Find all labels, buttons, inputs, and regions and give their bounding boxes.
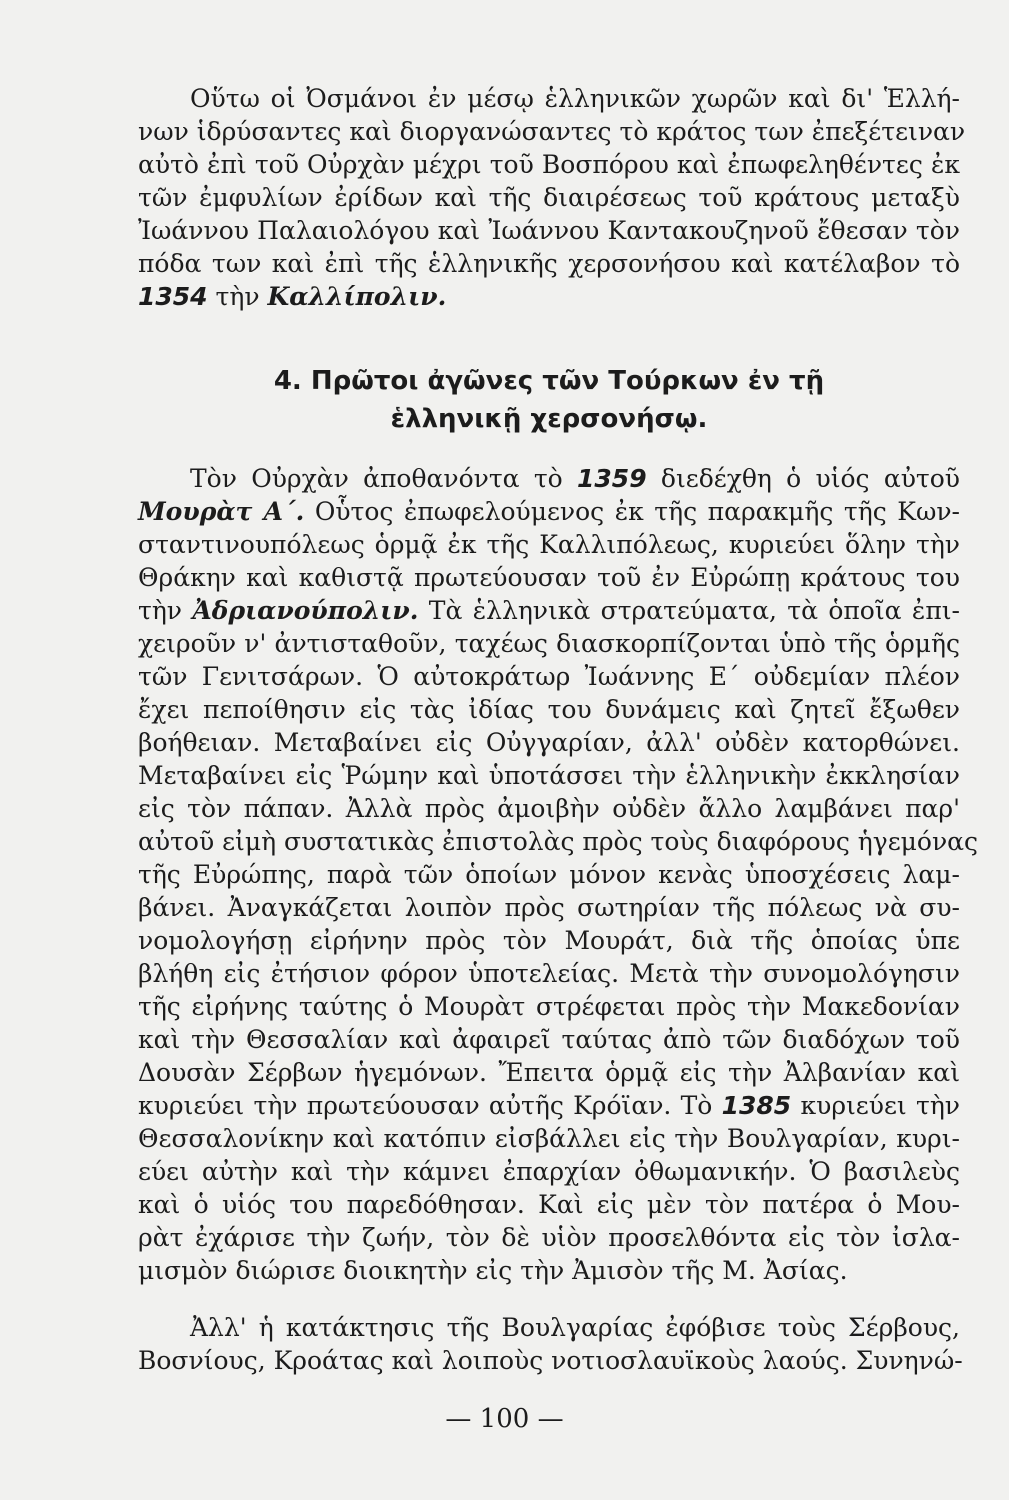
section-heading: [138, 362, 960, 438]
text-line: [138, 825, 979, 858]
text-line: [138, 1344, 963, 1377]
text-line: [138, 247, 960, 280]
text-line: [138, 495, 960, 528]
text-line: [138, 891, 960, 924]
text-run: τὴν: [138, 596, 193, 625]
text-run: εἰς τὸν πάπαν. Ἀλλὰ πρὸς ἀμοιβὴν οὐδὲν ἄλλο λαμβάνει παρ': [138, 794, 960, 823]
emphasized-name: Καλλίπολιν.: [267, 282, 447, 311]
text-line: [138, 82, 960, 115]
text-run: τῆς Εὐρώπης, παρὰ τῶν ὁποίων μόνον κενὰς ὑποσχέσεις λαμ-: [138, 860, 960, 889]
text-line: [138, 1122, 960, 1155]
text-line: [138, 726, 960, 759]
year-number: 1354: [138, 282, 208, 311]
text-run: καὶ τὴν Θεσσαλίαν καὶ ἀφαιρεῖ ταύτας ἀπὸ τῶν διαδόχων τοῦ: [138, 1025, 960, 1054]
text-line: [138, 115, 966, 148]
text-run: Τὰ ἑλληνικὰ στρατεύματα, τὰ ὁποῖα ἐπι-: [418, 596, 961, 625]
text-line: [138, 1155, 960, 1188]
text-line: [138, 594, 960, 627]
text-run: χειροῦν ν' ἀντισταθοῦν, ταχέως διασκορπίζονται ὑπὸ τῆς ὁρμῆς: [138, 629, 960, 658]
text-line: [138, 693, 960, 726]
text-run: Μεταβαίνει εἰς Ῥώμην καὶ ὑποτάσσει τὴν ἑλληνικὴν ἐκκλησίαν: [138, 761, 960, 790]
text-run: κυριεύει τὴν πρωτεύουσαν αὐτῆς Κρόϊαν. Τὸ: [138, 1091, 722, 1120]
text-run: τὴν: [207, 282, 268, 311]
text-run: σταντινουπόλεως ὁρμᾷ ἐκ τῆς Καλλιπόλεως, κυριεύει ὅλην τὴν: [138, 530, 960, 559]
text-line: [138, 1311, 960, 1344]
text-run: καὶ ὁ υἱός του παρεδόθησαν. Καὶ εἰς μὲν τὸν πατέρα ὁ Μου-: [138, 1190, 960, 1219]
text-line: [138, 1056, 960, 1089]
text-line: [138, 660, 960, 693]
text-run: Οὕτω οἱ Ὀσμάνοι ἐν μέσῳ ἑλληνικῶν χωρῶν καὶ δι' Ἑλλή-: [190, 84, 960, 113]
text-run: διεδέχθη ὁ υἱός αὐτοῦ: [646, 464, 960, 493]
text-run: μισμὸν διώρισε διοικητὴν εἰς τὴν Ἀμισὸν τῆς Μ. Ἀσίας.: [138, 1256, 848, 1285]
text-line: [138, 1089, 960, 1122]
text-line: [138, 759, 960, 792]
text-line: [138, 924, 960, 957]
text-run: πόδα των καὶ ἐπὶ τῆς ἑλληνικῆς χερσονήσου καὶ κατέλαβον τὸ: [138, 249, 960, 278]
text-line: [138, 1254, 960, 1287]
heading-line-2: ἑλληνικῇ χερσονήσῳ.: [390, 404, 708, 434]
emphasized-name: Μουρὰτ Α΄.: [138, 497, 305, 526]
text-run: Θράκην καὶ καθιστᾷ πρωτεύουσαν τοῦ ἐν Εὐρώπῃ κράτους του: [138, 563, 960, 592]
text-run: τῶν Γενιτσάρων. Ὁ αὐτοκράτωρ Ἰωάννης Ε΄ οὐδεμίαν πλέον: [138, 662, 960, 691]
text-line: [138, 1221, 960, 1254]
text-line: [138, 858, 960, 891]
text-run: νομολογήσῃ εἰρήνην πρὸς τὸν Μουράτ, διὰ τῆς ὁποίας ὑπε: [138, 926, 960, 955]
text-line: [138, 280, 960, 313]
heading-line-1: 4. Πρῶτοι ἀγῶνες τῶν Τούρκων ἐν τῇ: [273, 366, 825, 396]
text-line: [138, 792, 960, 825]
text-run: Βοσνίους, Κροάτας καὶ λοιποὺς νοτιοσλαυϊκοὺς λαούς. Συνηνώ-: [138, 1346, 963, 1375]
text-run: κυριεύει τὴν: [791, 1091, 960, 1120]
text-line: [138, 214, 960, 247]
text-run: Ἰωάννου Παλαιολόγου καὶ Ἰωάννου Καντακουζηνοῦ ἔθεσαν τὸν: [138, 216, 960, 245]
text-run: τῆς εἰρήνης ταύτης ὁ Μουρὰτ στρέφεται πρὸς τὴν Μακεδονίαν: [138, 992, 960, 1021]
year-number: 1385: [721, 1091, 792, 1120]
text-line: [138, 990, 960, 1023]
text-run: Δουσὰν Σέρβων ἡγεμόνων. Ἔπειτα ὁρμᾷ εἰς τὴν Ἀλβανίαν καὶ: [138, 1058, 960, 1087]
emphasized-name: Ἀδριανούπολιν.: [192, 596, 419, 625]
text-run: Οὗτος ἐπωφελούμενος ἐκ τῆς παρακμῆς τῆς Κων-: [304, 497, 960, 526]
text-run: νων ἱδρύσαντες καὶ διοργανώσαντες τὸ κράτος των ἐπεξέτειναν: [138, 117, 966, 146]
text-run: αὐτὸ ἐπὶ τοῦ Οὐρχὰν μέχρι τοῦ Βοσπόρου καὶ ἐπωφεληθέντες ἐκ: [138, 150, 960, 179]
paragraph-1: [138, 82, 966, 313]
text-run: ἔχει πεποίθησιν εἰς τὰς ἰδίας του δυνάμεις καὶ ζητεῖ ἔξωθεν: [138, 695, 960, 724]
text-line: [138, 1188, 960, 1221]
text-line: [138, 462, 960, 495]
text-run: Ἀλλ' ἡ κατάκτησις τῆς Βουλγαρίας ἐφόβισε τοὺς Σέρβους,: [190, 1313, 960, 1342]
text-run: Τὸν Οὐρχὰν ἀποθανόντα τὸ: [190, 464, 578, 493]
text-run: τῶν ἐμφυλίων ἐρίδων καὶ τῆς διαιρέσεως τοῦ κράτους μεταξὺ: [138, 183, 960, 212]
text-run: βλήθη εἰς ἐτήσιον φόρον ὑποτελείας. Μετὰ τὴν συνομολόγησιν: [138, 959, 960, 988]
text-line: [138, 181, 960, 214]
text-run: Θεσσαλονίκην καὶ κατόπιν εἰσβάλλει εἰς τὴν Βουλγαρίαν, κυρι-: [138, 1124, 960, 1153]
paragraph-2: [138, 462, 979, 1287]
text-run: εύει αὐτὴν καὶ τὴν κάμνει ἐπαρχίαν ὀθωμανικήν. Ὁ βασιλεὺς: [138, 1157, 960, 1186]
text-run: βοήθειαν. Μεταβαίνει εἰς Οὐγγαρίαν, ἀλλ' οὐδὲν κατορθώνει.: [138, 728, 960, 757]
page-number: — 100 —: [445, 1404, 564, 1434]
text-run: ρὰτ ἐχάρισε τὴν ζωήν, τὸν δὲ υἱὸν προσελθόντα εἰς τὸν ἰσλα-: [138, 1223, 960, 1252]
text-line: [138, 627, 960, 660]
paragraph-3: [138, 1311, 963, 1377]
text-line: [138, 528, 960, 561]
text-line: [138, 561, 960, 594]
text-line: [138, 1023, 960, 1056]
text-run: αὐτοῦ εἰμὴ συστατικὰς ἐπιστολὰς πρὸς τοὺς διαφόρους ἡγεμόνας: [138, 827, 979, 856]
text-line: [138, 957, 960, 990]
year-number: 1359: [577, 464, 647, 493]
text-line: [138, 148, 960, 181]
text-run: βάνει. Ἀναγκάζεται λοιπὸν πρὸς σωτηρίαν τῆς πόλεως νὰ συ-: [138, 893, 960, 922]
